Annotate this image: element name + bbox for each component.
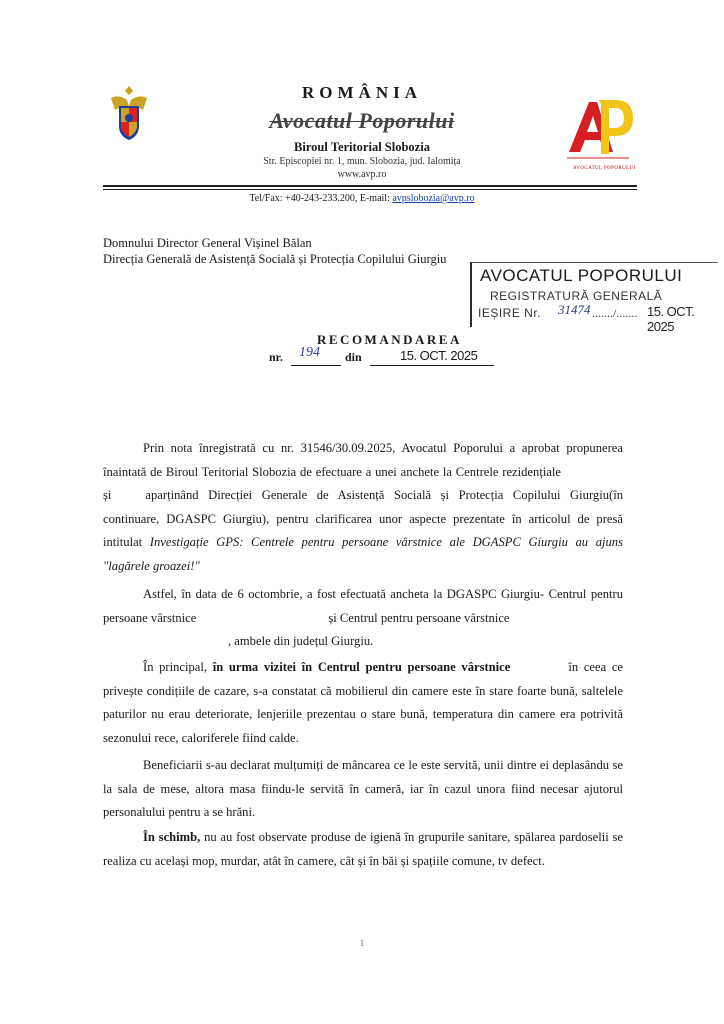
email-link[interactable]: avpslobozia@avp.ro <box>392 193 475 204</box>
stamp-title: AVOCATUL POPORULUI <box>480 266 683 285</box>
website-text: www.avp.ro <box>337 169 387 180</box>
office-name: Biroul Teritorial Slobozia <box>294 140 430 154</box>
paragraph-5-lead: În schimb, <box>143 830 201 844</box>
number-underline <box>291 365 341 366</box>
paragraph-3-text: în ceea ce privește condițiile de cazare, s-a constatat că mobilierul din camere este în stare foarte bună, saltelele paturilor nu erau deteriorate, lenjeriile prezentau o stare bună, temperatura din camere era potrivită sezonului rece, caloriferele fiind calde. <box>103 660 623 745</box>
paragraph-2-ending: , ambele din județul Giurgiu. <box>228 634 374 649</box>
office-address: Str. Episcopiei nr. 1, mun. Slobozia, jud. Ialomița <box>263 156 461 167</box>
contact-line <box>0 193 724 204</box>
stamp-subtitle: REGISTRATURĂ GENERALĂ <box>490 289 663 303</box>
document-heading: RECOMANDAREA <box>317 332 462 347</box>
paragraph-4-text: Beneficiarii s-au declarat mulțumiți de mâncarea ce le este servită, unii dintre ei deplasându se la sala de mese, altora masa fiindu-le servită în cameră, iar în cazul unora fiind necesar ajutorul personalului pentru a se hrăni. <box>103 758 623 820</box>
recipient-name: Domnului Director General Vișinel Bălan <box>103 236 312 250</box>
paragraph-3-bold: în urma vizitei în Centrul pentru persoane vârstnice <box>212 660 511 674</box>
stamp-separator: ......./....... <box>592 306 638 320</box>
country-heading: ROMÂNIA <box>302 83 422 102</box>
stamp-date: 15. OCT. 2025 <box>647 304 695 334</box>
date-label: din <box>345 350 362 364</box>
paragraph-2-text: Astfel, în data de 6 octombrie, a fost efectuată ancheta la DGASPC Giurgiu- Centrul pentru persoane vârstnice <box>103 587 623 625</box>
paragraph-1-text: Prin nota înregistrată cu nr. 31546/30.09.2025, Avocatul Poporului a aprobat propunerea înaintată de Biroul Teritorial Slobozia de efectuare a unei anchete la Centrele rezidențiale <box>103 441 623 479</box>
number-label: nr. <box>269 350 283 364</box>
paragraph-1-continuation: aparținând Direcției Generale de Asistență Socială și Protecția Copilului Giurgiu(în continuare, DGASPC Giurgiu), pentru clarificarea unor aspecte prezentate în articolul de presă intitulat <box>103 488 623 550</box>
paragraph-5 <box>103 826 623 873</box>
paragraph-1-conjunction: și <box>103 488 112 503</box>
paragraph-1 <box>103 437 623 579</box>
institution-name: Avocatul Poporului <box>269 108 455 133</box>
contact-phone: Tel/Fax: +40-243-233.200, E-mail: <box>249 193 390 204</box>
number-value: 194 <box>299 345 320 360</box>
stamp-label: IEȘIRE Nr. <box>478 306 542 320</box>
page-number: 1 <box>359 938 365 948</box>
paragraph-3 <box>103 656 623 750</box>
date-underline <box>370 365 494 366</box>
avp-logo-caption: AVOCATUL POPORULUI <box>573 166 636 171</box>
paragraph-2 <box>103 583 623 654</box>
header-divider <box>103 185 637 187</box>
paragraph-3-lead: În principal, <box>143 660 208 674</box>
avp-logo-icon <box>563 92 635 170</box>
paragraph-5-text: nu au fost observate produse de igienă în grupurile sanitare, spălarea pardoselii se realiza cu același mop, murdar, atât în camere, cât și în băi și spațiile comune, tv defect. <box>103 830 623 868</box>
stamp-number: 31474 <box>558 302 591 317</box>
paragraph-4 <box>103 754 623 825</box>
date-value: 15. OCT. 2025 <box>400 348 478 363</box>
paragraph-2-continuation: și Centrul pentru persoane vârstnice <box>328 610 510 625</box>
article-title: Investigație GPS: Centrele pentru persoane vârstnice ale DGASPC Giurgiu au ajuns "lagărele groazei!" <box>103 535 623 573</box>
recipient-organization: Direcția Generală de Asistență Socială și Protecția Copilului Giurgiu <box>103 252 447 266</box>
header-divider-thin <box>103 189 637 190</box>
